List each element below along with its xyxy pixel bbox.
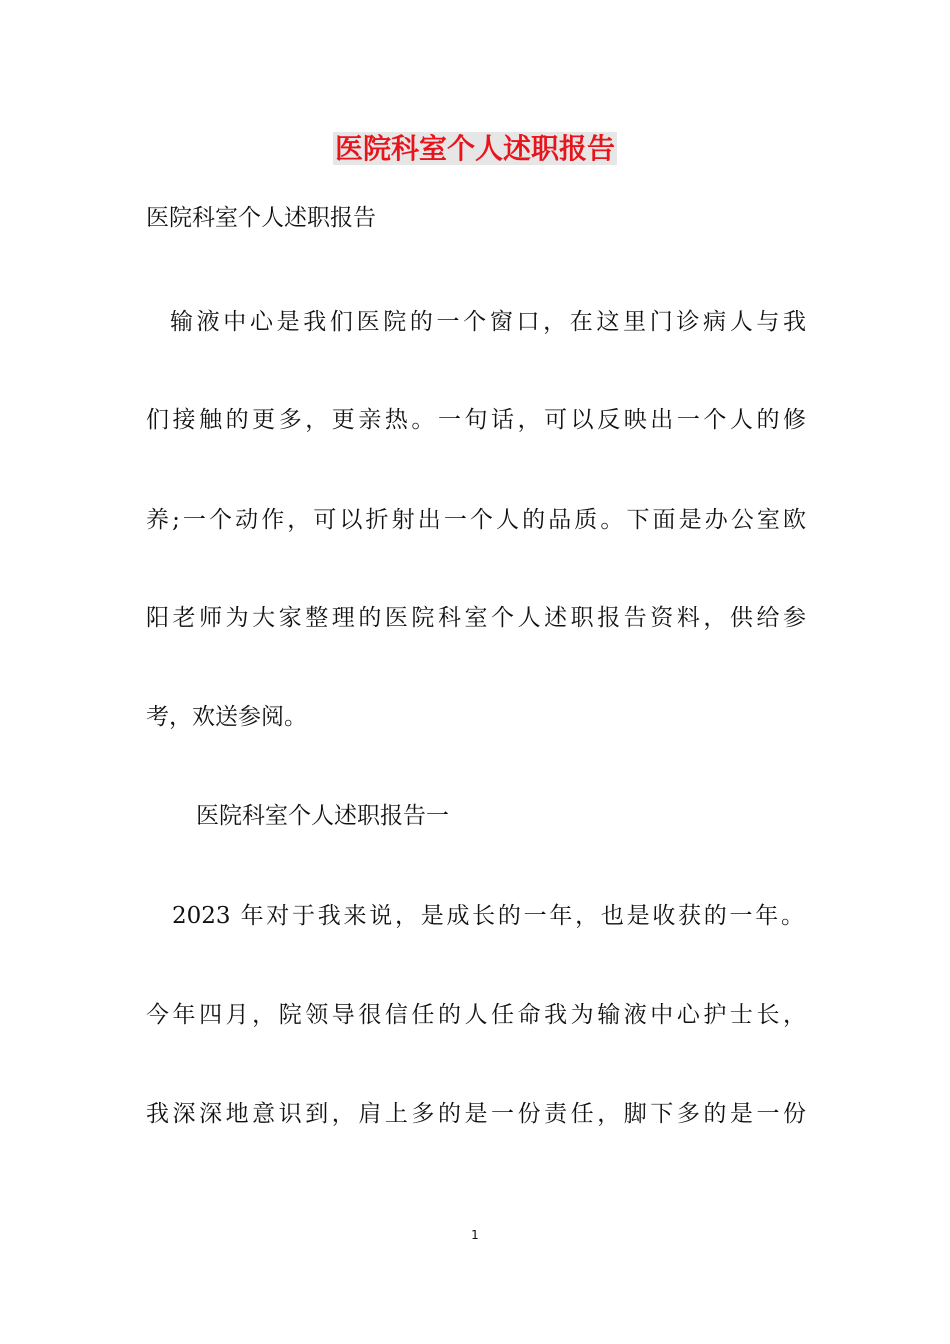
paragraph-line: 输液中心是我们医院的一个窗口，在这里门诊病人与我 [170, 309, 806, 335]
paragraph-line: 养;一个动作，可以折射出一个人的品质。下面是办公室欧 [146, 507, 806, 533]
page-number: 1 [471, 1228, 479, 1242]
paragraph-line: 阳老师为大家整理的医院科室个人述职报告资料，供给参 [146, 605, 806, 631]
section-heading: 医院科室个人述职报告一 [196, 803, 449, 829]
paragraph-line: 们接触的更多，更亲热。一句话，可以反映出一个人的修 [146, 407, 806, 433]
document-title: 医院科室个人述职报告 [334, 132, 615, 165]
subtitle-line: 医院科室个人述职报告 [146, 205, 376, 231]
paragraph-line: 我深深地意识到，肩上多的是一份责任，脚下多的是一份 [146, 1101, 806, 1127]
paragraph-line: 2023 年对于我来说，是成长的一年，也是收获的一年。 [172, 903, 804, 929]
paragraph-line: 今年四月，院领导很信任的人任命我为输液中心护士长， [146, 1002, 806, 1028]
paragraph-line: 考，欢送参阅。 [146, 704, 307, 730]
